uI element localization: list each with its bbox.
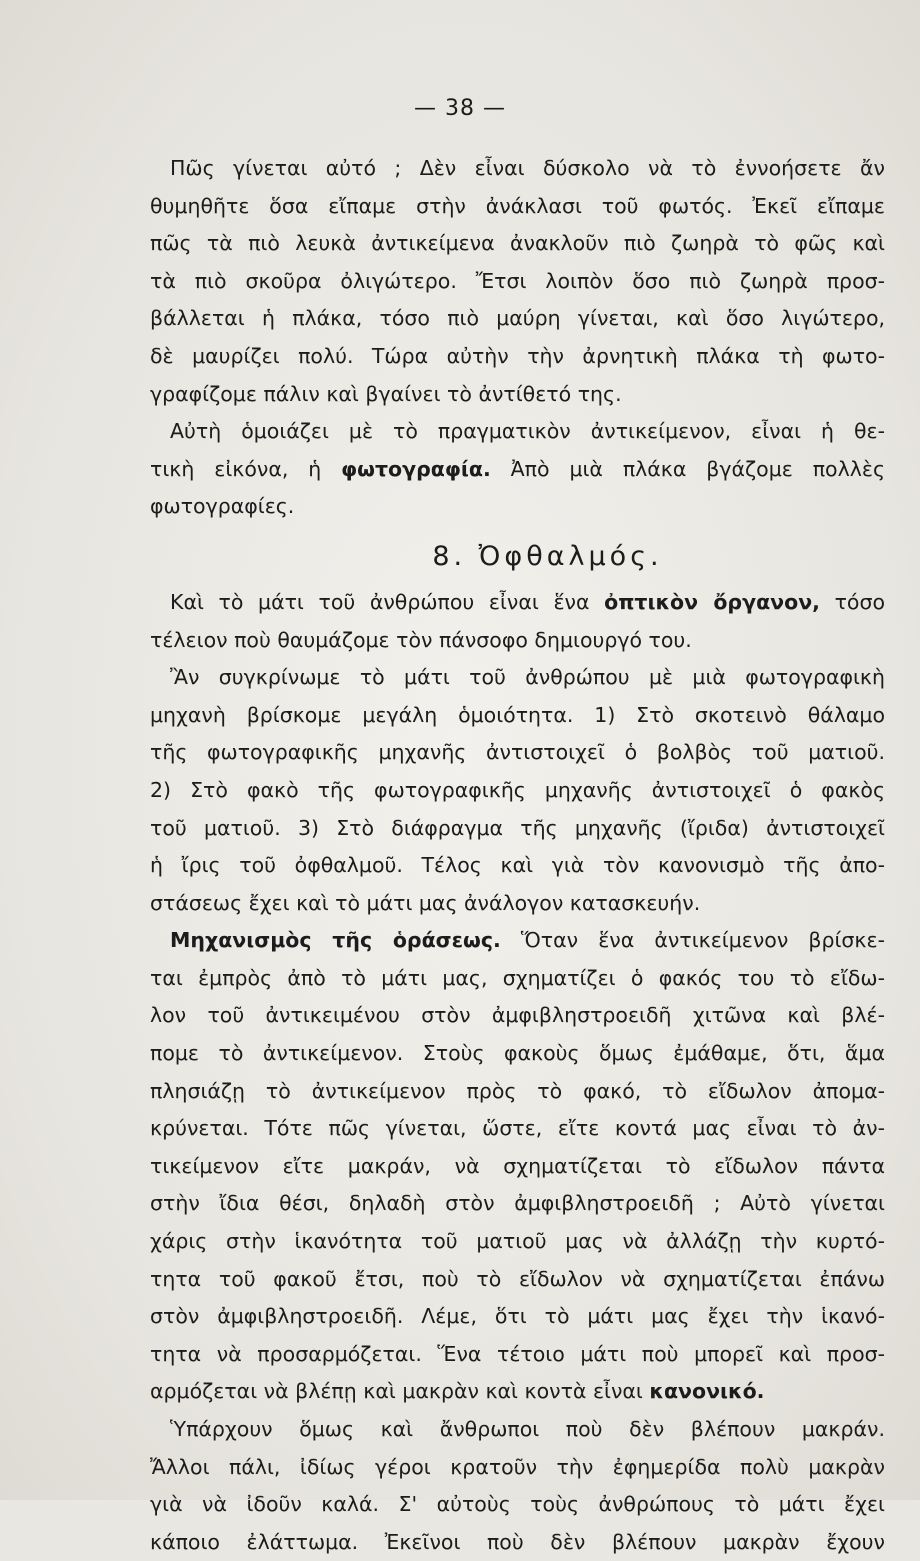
text-line: Ἄλλοι πάλι, ἰδίως γέροι κρατοῦν τὴν ἐφημερίδα πολὺ μακρὰν xyxy=(150,1454,885,1479)
text-line: Ἂν συγκρίνωμε τὸ μάτι τοῦ ἀνθρώπου μὲ μιὰ φωτογραφικὴ xyxy=(170,665,885,690)
text-line: πομε τὸ ἀντικείμενον. Στοὺς φακοὺς ὅμως ἐμάθαμε, ὅτι, ἅμα xyxy=(150,1041,885,1066)
paragraph-photo-negative xyxy=(150,150,885,413)
text-line: Ὑπάρχουν ὅμως καὶ ἄνθρωποι ποὺ δὲν βλέπουν μακράν. xyxy=(170,1417,885,1441)
text-span: Ὅταν ἕνα ἀντικείμενον βρίσκε- xyxy=(500,928,885,953)
text-line: τητα τοῦ φακοῦ ἔτσι, ποὺ τὸ εἴδωλον νὰ σχηματίζεται ἐπάνω xyxy=(150,1266,885,1291)
text-line: τικείμενον εἴτε μακράν, νὰ σχηματίζεται τὸ εἴδωλον πάντα xyxy=(150,1153,885,1178)
page-number: — 38 — xyxy=(414,96,506,121)
text-line: Πῶς γίνεται αὐτό ; Δὲν εἶναι δύσκολο νὰ τὸ ἐννοήσετε ἄν xyxy=(170,156,885,180)
text-line: λον τοῦ ἀντικειμένου στὸν ἀμφιβληστροειδῆ χιτῶνα καὶ βλέ- xyxy=(150,1003,885,1028)
paragraph-vision-defects xyxy=(150,1411,885,1561)
text-line: Αὐτὴ ὁμοιάζει μὲ τὸ πραγματικὸν ἀντικείμενον, εἶναι ἡ θε- xyxy=(170,419,885,444)
paragraph-eye-instrument xyxy=(150,584,885,659)
text-line: τοῦ ματιοῦ. 3) Στὸ διάφραγμα τῆς μηχανῆς (ἴριδα) ἀντιστοιχεῖ xyxy=(150,815,885,840)
text-span: Ἀπὸ μιὰ πλάκα βγάζομε πολλὲς xyxy=(490,456,885,481)
text-line: γραφίζομε πάλιν καὶ βγαίνει τὸ ἀντίθετό της. xyxy=(150,381,622,406)
text-line xyxy=(150,584,885,622)
section-heading: 8. Ὀφθαλμός. xyxy=(432,540,663,572)
text-span: Καὶ τὸ μάτι τοῦ ἀνθρώπου εἶναι ἕνα xyxy=(170,589,605,614)
emphasized-term: Μηχανισμὸς τῆς ὁράσεως. xyxy=(170,928,501,953)
text-line xyxy=(150,451,885,489)
emphasized-term: ὀπτικὸν ὄργανον, xyxy=(604,589,820,614)
text-line xyxy=(150,922,885,960)
text-line xyxy=(150,1373,885,1411)
paragraph-vision-mechanism xyxy=(150,922,885,1411)
text-line: γιὰ νὰ ἰδοῦν καλά. Σ' αὐτοὺς τοὺς ἀνθρώπους τὸ μάτι ἔχει xyxy=(150,1492,885,1517)
paragraph-eye-camera xyxy=(150,659,885,922)
text-line: στάσεως ἔχει καὶ τὸ μάτι μας ἀνάλογον κατασκευήν. xyxy=(150,890,701,915)
text-span: αρμόζεται νὰ βλέπῃ καὶ μακρὰν καὶ κοντὰ εἶναι xyxy=(150,1379,650,1404)
text-line: πῶς τὰ πιὸ λευκὰ ἀντικείμενα ἀνακλοῦν πιὸ ζωηρὰ τὸ φῶς καὶ xyxy=(150,231,885,256)
text-line: 2) Στὸ φακὸ τῆς φωτογραφικῆς μηχανῆς ἀντιστοιχεῖ ὁ φακὸς xyxy=(150,777,885,802)
text-line: κάποιο ἐλάττωμα. Ἐκεῖνοι ποὺ δὲν βλέπουν μακρὰν ἔχουν xyxy=(150,1529,885,1554)
text-span: τόσο xyxy=(819,589,886,614)
text-line: πλησιάζῃ τὸ ἀντικείμενον πρὸς τὸ φακό, τὸ εἴδωλον ἀπομα- xyxy=(150,1078,885,1103)
text-line: ται ἐμπρὸς ἀπὸ τὸ μάτι μας, σχηματίζει ὁ φακός του τὸ εἴδω- xyxy=(150,965,885,990)
text-line: βάλλεται ἡ πλάκα, τόσο πιὸ μαύρη γίνεται, καὶ ὅσο λιγώτερο, xyxy=(150,306,885,331)
emphasized-term: φωτογραφία. xyxy=(341,456,491,481)
text-line: τέλειον ποὺ θαυμάζομε τὸν πάνσοφο δημιουργό του. xyxy=(150,627,692,652)
text-line: δὲ μαυρίζει πολύ. Τώρα αὐτὴν τὴν ἀρνητικὴ πλάκα τὴ φωτο- xyxy=(150,343,885,368)
paragraph-photo-positive xyxy=(150,413,885,526)
text-line: στὴν ἴδια θέσι, δηλαδὴ στὸν ἀμφιβληστροειδῆ ; Αὐτὸ γίνεται xyxy=(150,1191,885,1216)
text-line: ἡ ἴρις τοῦ ὀφθαλμοῦ. Τέλος καὶ γιὰ τὸν κανονισμὸ τῆς ἀπο- xyxy=(150,853,885,878)
text-line: τῆς φωτογραφικῆς μηχανῆς ἀντιστοιχεῖ ὁ βολβὸς τοῦ ματιοῦ. xyxy=(150,740,885,765)
text-span: τικὴ εἰκόνα, ἡ xyxy=(150,456,342,481)
text-line: θυμηθῆτε ὅσα εἴπαμε στὴν ἀνάκλασι τοῦ φωτός. Ἐκεῖ εἴπαμε xyxy=(150,193,885,218)
text-line: κρύνεται. Τότε πῶς γίνεται, ὥστε, εἴτε κοντά μας εἶναι τὸ ἀν- xyxy=(150,1116,885,1141)
emphasized-term: κανονικό. xyxy=(649,1379,765,1404)
text-line: χάρις στὴν ἱκανότητα τοῦ ματιοῦ μας νὰ ἀλλάζῃ τὴν κυρτό- xyxy=(150,1229,885,1254)
text-line: στὸν ἀμφιβληστροειδῆ. Λέμε, ὅτι τὸ μάτι μας ἔχει τὴν ἱκανό- xyxy=(150,1304,885,1329)
text-line: φωτογραφίες. xyxy=(150,494,295,519)
text-line: τητα νὰ προσαρμόζεται. Ἕνα τέτοιο μάτι ποὺ μπορεῖ καὶ προσ- xyxy=(150,1341,885,1366)
body-text xyxy=(150,150,885,1561)
text-line: τὰ πιὸ σκοῦρα ὀλιγώτερο. Ἔτσι λοιπὸν ὅσο πιὸ ζωηρὰ προσ- xyxy=(150,268,885,293)
text-line: μηχανὴ βρίσκομε μεγάλη ὁμοιότητα. 1) Στὸ σκοτεινὸ θάλαμο xyxy=(150,702,885,727)
